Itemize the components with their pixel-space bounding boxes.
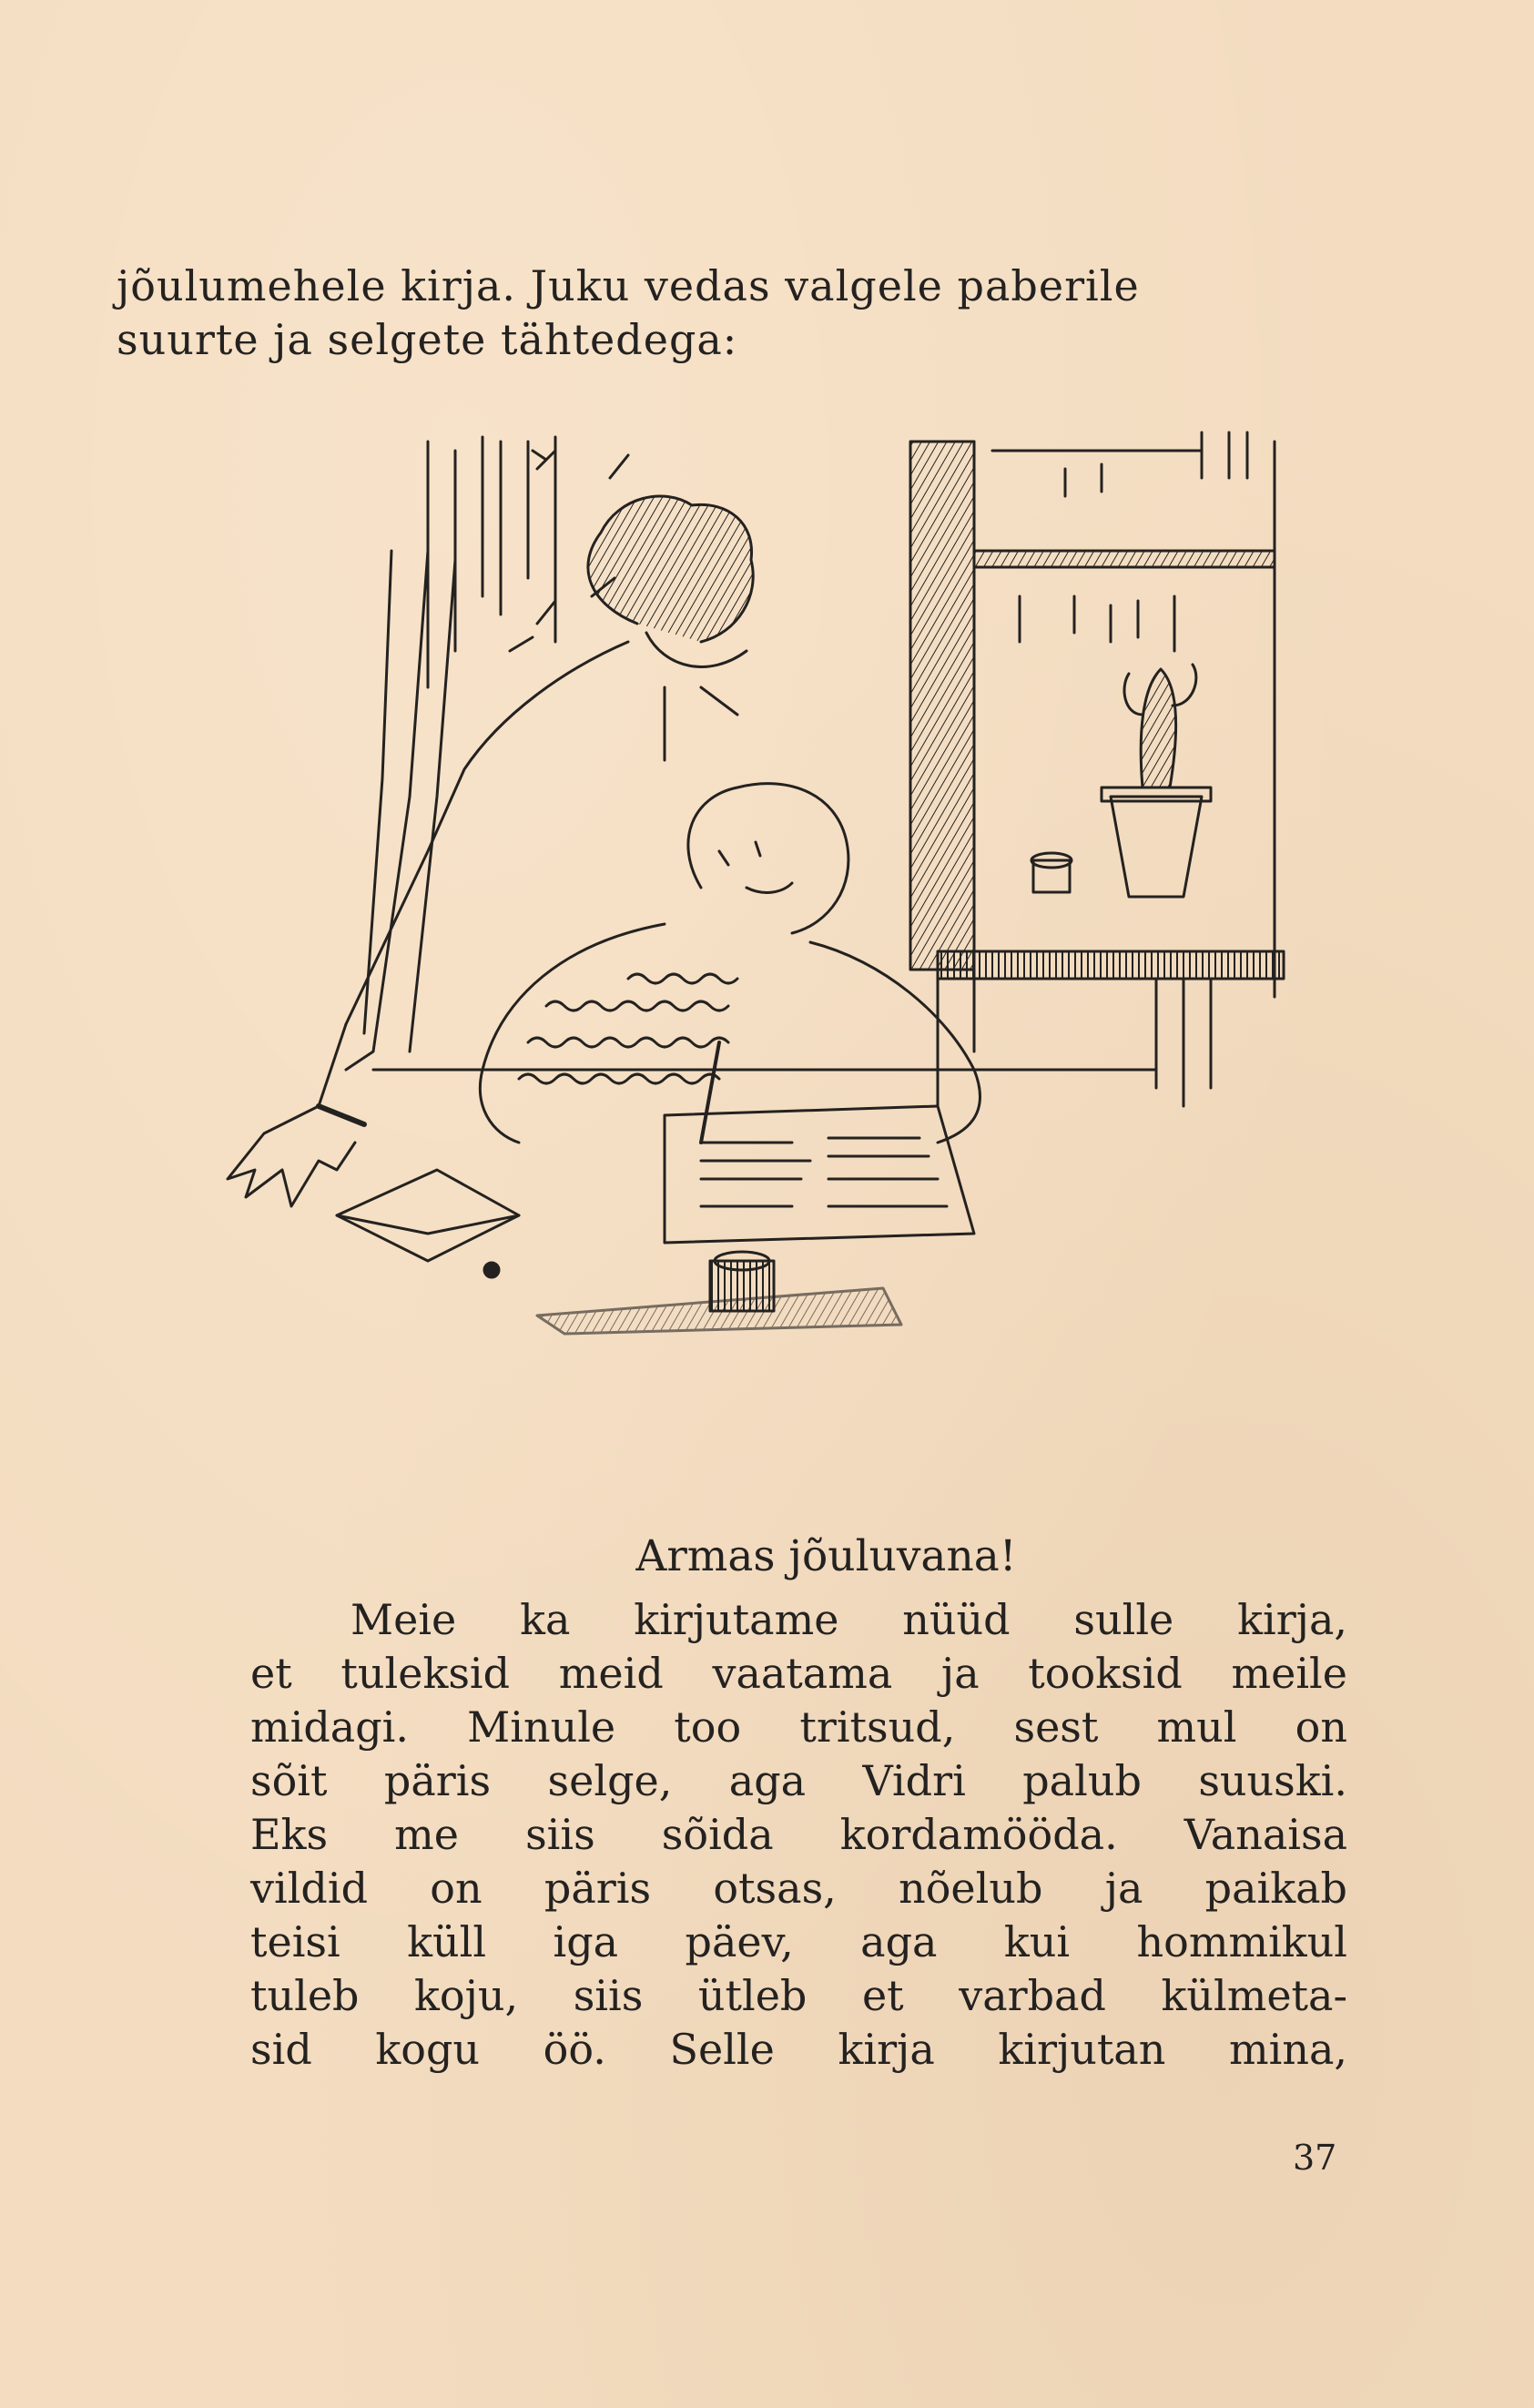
letter-body	[250, 1593, 1347, 2077]
letter-line: et tuleksid meid vaatama ja tooksid meile	[250, 1649, 1347, 1698]
letter-line: sõit päris selge, aga Vidri palub suuski.	[250, 1756, 1347, 1805]
letter-line: vildid on päris otsas, nõelub ja paikab	[250, 1864, 1347, 1913]
letter-line: Eks me siis sõida kordamööda. Vanaisa	[250, 1810, 1347, 1859]
children-writing-letter-illustration	[155, 414, 1302, 1488]
intro-paragraph	[117, 259, 1355, 367]
letter-line: midagi. Minule too tritsud, sest mul on	[250, 1702, 1347, 1752]
letter-line: teisi küll iga päev, aga kui hommikul	[250, 1917, 1347, 1966]
page-number: 37	[1293, 2138, 1337, 2178]
letter-line: sid kogu öö. Selle kirja kirjutan mina,	[250, 2025, 1347, 2074]
intro-line: suurte ja selgete tähtedega:	[117, 315, 738, 364]
letter-greeting: Armas jõuluvana!	[635, 1531, 1017, 1581]
intro-line: jõulumehele kirja. Juku vedas valgele paberile	[117, 261, 1140, 310]
letter-line: tuleb koju, siis ütleb et varbad külmeta-	[250, 1971, 1347, 2020]
letter-line: Meie ka kirjutame nüüd sulle kirja,	[350, 1595, 1347, 1644]
